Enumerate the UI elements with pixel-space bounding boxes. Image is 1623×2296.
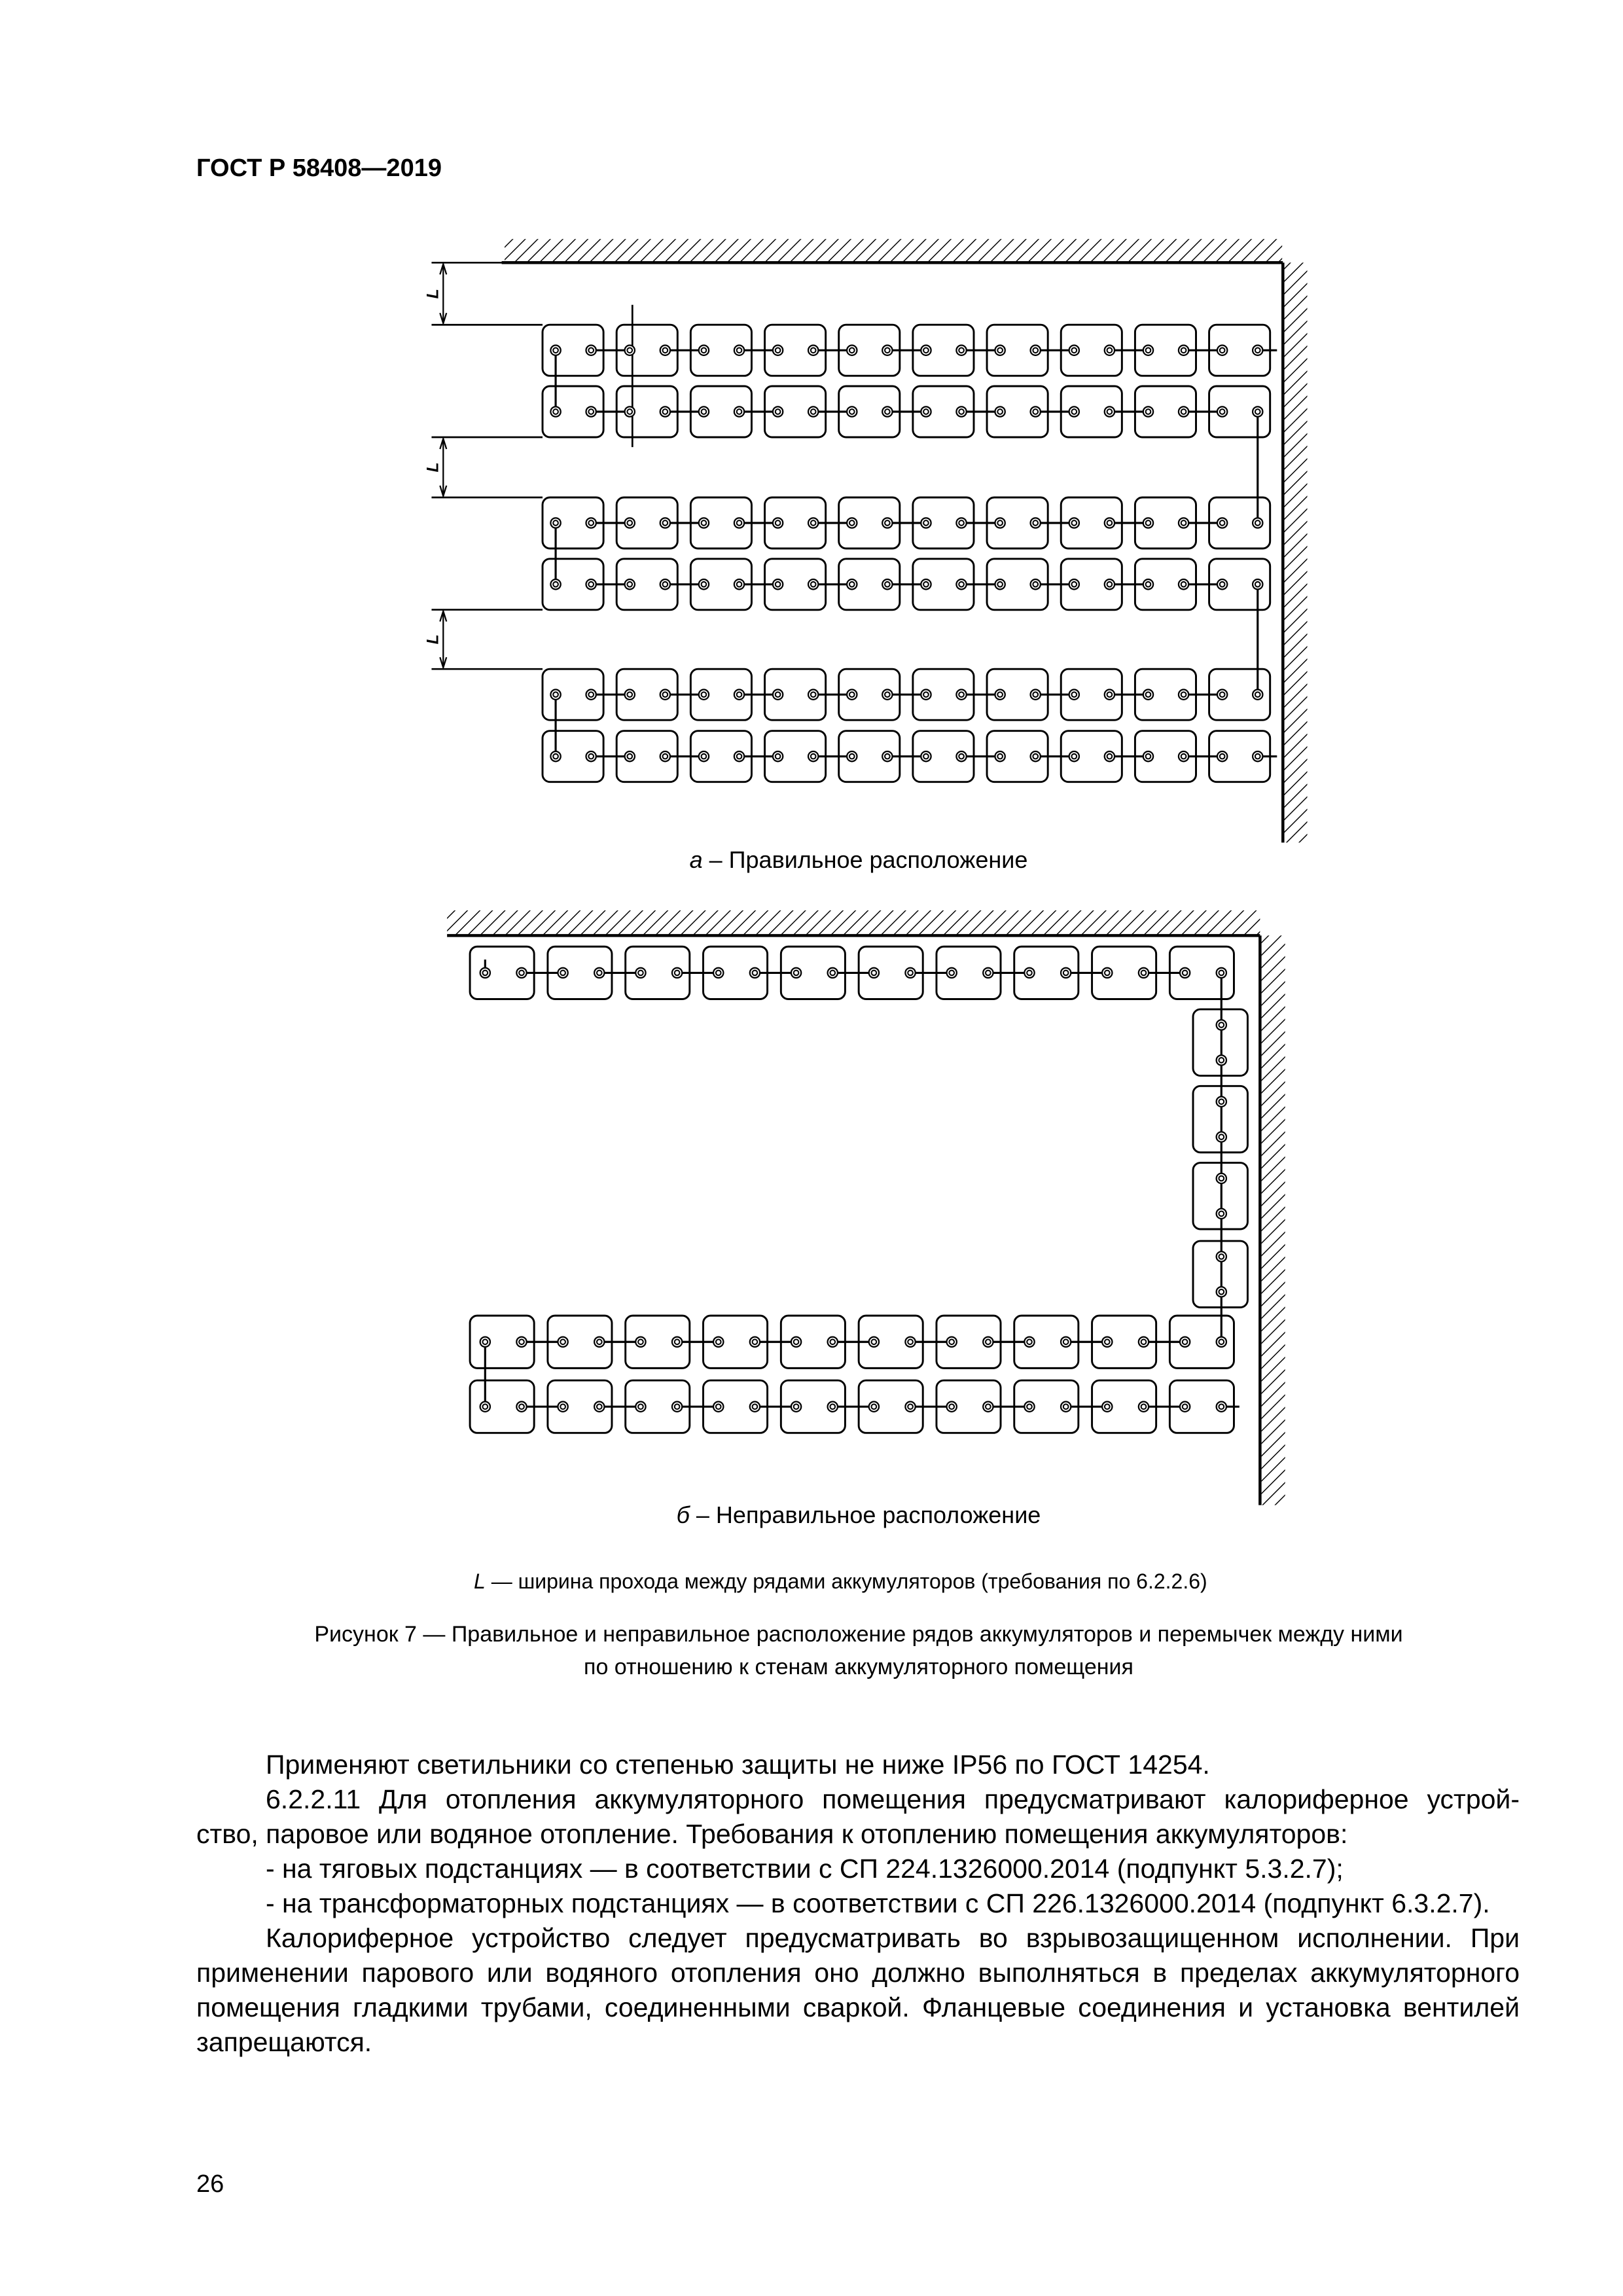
terminal-inner: [1220, 520, 1225, 526]
terminal-inner: [849, 348, 855, 353]
wall-hatching: [447, 910, 1260, 935]
terminal-inner: [997, 692, 1003, 697]
terminal-inner: [1141, 1404, 1147, 1409]
terminal-inner: [923, 520, 929, 526]
terminal-inner: [1027, 1339, 1032, 1344]
terminal-inner: [1105, 1339, 1110, 1344]
terminal-inner: [959, 754, 964, 759]
terminal-inner: [1183, 971, 1188, 976]
terminal-inner: [1033, 754, 1038, 759]
terminal-inner: [794, 1339, 799, 1344]
terminal-inner: [1063, 1404, 1069, 1409]
dimension-label: L: [424, 634, 442, 645]
terminal-inner: [1071, 348, 1077, 353]
terminal-inner: [753, 1404, 758, 1409]
terminal-inner: [1181, 582, 1186, 587]
figure-title-line-1: Рисунок 7 — Правильное и неправильное расположение рядов аккумуляторов и перемычек между ними: [314, 1622, 1403, 1647]
terminal-inner: [675, 1339, 680, 1344]
terminal-inner: [588, 409, 594, 414]
figure-a-caption: [0, 846, 1623, 874]
terminal-inner: [1027, 971, 1032, 976]
terminal-inner: [1220, 754, 1225, 759]
terminal-inner: [811, 754, 816, 759]
terminal-inner: [553, 348, 558, 353]
terminal-inner: [588, 348, 594, 353]
terminal-inner: [737, 348, 742, 353]
terminal-inner: [849, 582, 855, 587]
terminal-inner: [560, 1404, 565, 1409]
terminal-inner: [702, 409, 707, 414]
figure-a-correct-layout: [425, 239, 1308, 842]
terminal-inner: [1219, 1289, 1224, 1295]
terminal-inner: [553, 692, 558, 697]
terminal-inner: [638, 971, 643, 976]
terminal-inner: [560, 971, 565, 976]
terminal-inner: [923, 754, 929, 759]
terminal-inner: [638, 1339, 643, 1344]
terminal-inner: [1141, 1339, 1147, 1344]
terminal-inner: [1033, 520, 1038, 526]
terminal-inner: [885, 409, 890, 414]
terminal-inner: [553, 520, 558, 526]
terminal-inner: [811, 409, 816, 414]
terminal-inner: [794, 1404, 799, 1409]
terminal-inner: [1255, 348, 1260, 353]
terminal-inner: [627, 348, 632, 353]
terminal-inner: [1063, 1339, 1069, 1344]
terminal-inner: [627, 692, 632, 697]
terminal-inner: [753, 971, 758, 976]
terminal-inner: [675, 1404, 680, 1409]
terminal-inner: [997, 754, 1003, 759]
terminal-inner: [1107, 754, 1113, 759]
terminal-inner: [702, 520, 707, 526]
terminal-inner: [849, 520, 855, 526]
terminal-inner: [663, 348, 668, 353]
terminal-inner: [1071, 582, 1077, 587]
terminal-inner: [663, 754, 668, 759]
terminal-inner: [908, 1339, 913, 1344]
terminal-inner: [588, 692, 594, 697]
terminal-inner: [1219, 1254, 1224, 1259]
terminal-inner: [716, 971, 721, 976]
terminal-inner: [519, 1339, 524, 1344]
terminal-inner: [597, 971, 602, 976]
terminal-inner: [986, 971, 991, 976]
terminal-inner: [1107, 582, 1113, 587]
terminal-inner: [702, 582, 707, 587]
terminal-inner: [482, 1339, 488, 1344]
terminal-inner: [597, 1404, 602, 1409]
terminal-inner: [1219, 1404, 1224, 1409]
terminal-inner: [776, 582, 781, 587]
body-line: 6.2.2.11 Для отопления аккумуляторного помещения предусматривают калориферное устрой-: [266, 1784, 1520, 1814]
terminal-inner: [1105, 1404, 1110, 1409]
terminal-inner: [1219, 1339, 1224, 1344]
terminal-inner: [1220, 348, 1225, 353]
terminal-inner: [519, 971, 524, 976]
terminal-inner: [1219, 971, 1224, 976]
terminal-inner: [737, 692, 742, 697]
terminal-inner: [1033, 582, 1038, 587]
terminal-inner: [1181, 692, 1186, 697]
terminal-inner: [997, 582, 1003, 587]
terminal-inner: [776, 348, 781, 353]
legend-note: [474, 1570, 1207, 1594]
terminal-inner: [588, 754, 594, 759]
terminal-inner: [1181, 409, 1186, 414]
terminal-inner: [885, 520, 890, 526]
terminal-inner: [1220, 692, 1225, 697]
terminal-inner: [675, 971, 680, 976]
terminal-inner: [1071, 520, 1077, 526]
terminal-inner: [794, 971, 799, 976]
terminal-inner: [811, 692, 816, 697]
terminal-inner: [1181, 520, 1186, 526]
terminal-inner: [1183, 1404, 1188, 1409]
terminal-inner: [923, 692, 929, 697]
terminal-inner: [997, 520, 1003, 526]
terminal-inner: [849, 692, 855, 697]
terminal-inner: [849, 754, 855, 759]
terminal-inner: [553, 409, 558, 414]
terminal-inner: [811, 582, 816, 587]
terminal-inner: [959, 692, 964, 697]
figure-b-incorrect-layout: [447, 910, 1285, 1505]
terminal-inner: [1071, 409, 1077, 414]
terminal-inner: [1146, 409, 1151, 414]
legend-text: — ширина прохода между рядами аккумуляторов (требования по 6.2.2.6): [485, 1570, 1207, 1593]
terminal-inner: [1107, 348, 1113, 353]
terminal-inner: [1146, 754, 1151, 759]
terminal-inner: [1219, 1134, 1224, 1139]
terminal-inner: [949, 1339, 954, 1344]
body-line: Калориферное устройство следует предусматривать во взрывозащищенном исполнении. При: [266, 1923, 1520, 1953]
terminal-inner: [1219, 1176, 1224, 1181]
dimension-label: L: [424, 289, 442, 299]
body-line: - на тяговых подстанциях — в соответствии с СП 224.1326000.2014 (подпункт 5.3.2.7);: [266, 1854, 1344, 1884]
body-line: ство, паровое или водяное отопление. Требования к отоплению помещения аккумуляторов:: [196, 1819, 1348, 1849]
terminal-inner: [1027, 1404, 1032, 1409]
terminal-inner: [1255, 582, 1260, 587]
terminal-inner: [923, 582, 929, 587]
terminal-inner: [1071, 692, 1077, 697]
terminal-inner: [1219, 1058, 1224, 1063]
wall-hatching: [505, 239, 1282, 262]
wall-hatching: [1283, 262, 1307, 842]
terminal-inner: [885, 348, 890, 353]
terminal-inner: [1033, 409, 1038, 414]
terminal-inner: [1063, 971, 1069, 976]
terminal-inner: [597, 1339, 602, 1344]
terminal-inner: [997, 348, 1003, 353]
terminal-inner: [872, 971, 877, 976]
terminal-inner: [553, 582, 558, 587]
terminal-inner: [1255, 409, 1260, 414]
terminal-inner: [1146, 692, 1151, 697]
terminal-inner: [1220, 409, 1225, 414]
terminal-inner: [1181, 348, 1186, 353]
terminal-inner: [737, 409, 742, 414]
terminal-inner: [519, 1404, 524, 1409]
terminal-inner: [1141, 971, 1147, 976]
terminal-inner: [776, 520, 781, 526]
terminal-inner: [959, 520, 964, 526]
terminal-inner: [872, 1339, 877, 1344]
terminal-inner: [737, 582, 742, 587]
terminal-inner: [908, 971, 913, 976]
terminal-inner: [627, 520, 632, 526]
terminal-inner: [986, 1404, 991, 1409]
terminal-inner: [560, 1339, 565, 1344]
terminal-inner: [1107, 692, 1113, 697]
terminal-inner: [702, 754, 707, 759]
terminal-inner: [885, 582, 890, 587]
terminal-inner: [716, 1339, 721, 1344]
caption-letter: а: [689, 846, 703, 873]
page-number: 26: [196, 2170, 224, 2198]
terminal-inner: [663, 582, 668, 587]
terminal-inner: [776, 692, 781, 697]
terminal-inner: [885, 754, 890, 759]
terminal-inner: [959, 409, 964, 414]
terminal-inner: [830, 1404, 835, 1409]
body-line: запрещаются.: [196, 2027, 372, 2057]
terminal-inner: [830, 1339, 835, 1344]
terminal-inner: [627, 409, 632, 414]
terminal-inner: [663, 520, 668, 526]
terminal-inner: [1219, 1022, 1224, 1028]
terminal-inner: [627, 754, 632, 759]
terminal-inner: [830, 971, 835, 976]
terminal-inner: [776, 754, 781, 759]
caption-letter: б: [676, 1501, 690, 1528]
terminal-inner: [1033, 348, 1038, 353]
terminal-inner: [923, 348, 929, 353]
terminal-inner: [627, 582, 632, 587]
terminal-inner: [1255, 520, 1260, 526]
terminal-inner: [1146, 582, 1151, 587]
terminal-inner: [663, 409, 668, 414]
terminal-inner: [1255, 692, 1260, 697]
terminal-inner: [482, 1404, 488, 1409]
terminal-inner: [1181, 754, 1186, 759]
terminal-inner: [1107, 409, 1113, 414]
terminal-inner: [849, 409, 855, 414]
caption-text: – Неправильное расположение: [689, 1501, 1041, 1528]
dimension-label: L: [424, 462, 442, 473]
terminal-inner: [959, 582, 964, 587]
caption-text: – Правильное расположение: [702, 846, 1028, 873]
terminal-inner: [702, 348, 707, 353]
terminal-inner: [753, 1339, 758, 1344]
terminal-inner: [663, 692, 668, 697]
terminal-inner: [872, 1404, 877, 1409]
terminal-inner: [986, 1339, 991, 1344]
terminal-inner: [1255, 754, 1260, 759]
terminal-inner: [1219, 1211, 1224, 1216]
terminal-inner: [959, 348, 964, 353]
terminal-inner: [1183, 1339, 1188, 1344]
terminal-inner: [638, 1404, 643, 1409]
terminal-inner: [997, 409, 1003, 414]
terminal-inner: [811, 520, 816, 526]
terminal-inner: [737, 520, 742, 526]
terminal-inner: [588, 520, 594, 526]
body-line: Применяют светильники со степенью защиты не ниже IP56 по ГОСТ 14254.: [266, 1749, 1210, 1780]
terminal-inner: [1071, 754, 1077, 759]
figure-b-caption: [0, 1501, 1623, 1529]
terminal-inner: [811, 348, 816, 353]
terminal-inner: [776, 409, 781, 414]
document-header: ГОСТ Р 58408—2019: [196, 154, 442, 182]
body-line: помещения гладкими трубами, соединенными сваркой. Фланцевые соединения и установка вентилей: [196, 1992, 1520, 2022]
terminal-inner: [885, 692, 890, 697]
terminal-inner: [1107, 520, 1113, 526]
terminal-inner: [588, 582, 594, 587]
terminal-inner: [923, 409, 929, 414]
terminal-inner: [1033, 692, 1038, 697]
terminal-inner: [1146, 348, 1151, 353]
terminal-inner: [716, 1404, 721, 1409]
terminal-inner: [737, 754, 742, 759]
figure-title-line-2: по отношению к стенам аккумуляторного помещения: [584, 1655, 1133, 1679]
terminal-inner: [1146, 520, 1151, 526]
terminal-inner: [482, 971, 488, 976]
body-line: - на трансформаторных подстанциях — в соответствии с СП 226.1326000.2014 (подпункт 6.3.2.7).: [266, 1888, 1490, 1918]
legend-symbol: L: [474, 1570, 486, 1593]
terminal-inner: [553, 754, 558, 759]
terminal-inner: [1220, 582, 1225, 587]
terminal-inner: [908, 1404, 913, 1409]
terminal-inner: [1105, 971, 1110, 976]
body-line: применении парового или водяного отопления оно должно выполняться в пределах аккумуляторного: [196, 1958, 1520, 1988]
terminal-inner: [949, 1404, 954, 1409]
terminal-inner: [1219, 1099, 1224, 1104]
wall-hatching: [1262, 935, 1285, 1505]
terminal-inner: [702, 692, 707, 697]
terminal-inner: [949, 971, 954, 976]
